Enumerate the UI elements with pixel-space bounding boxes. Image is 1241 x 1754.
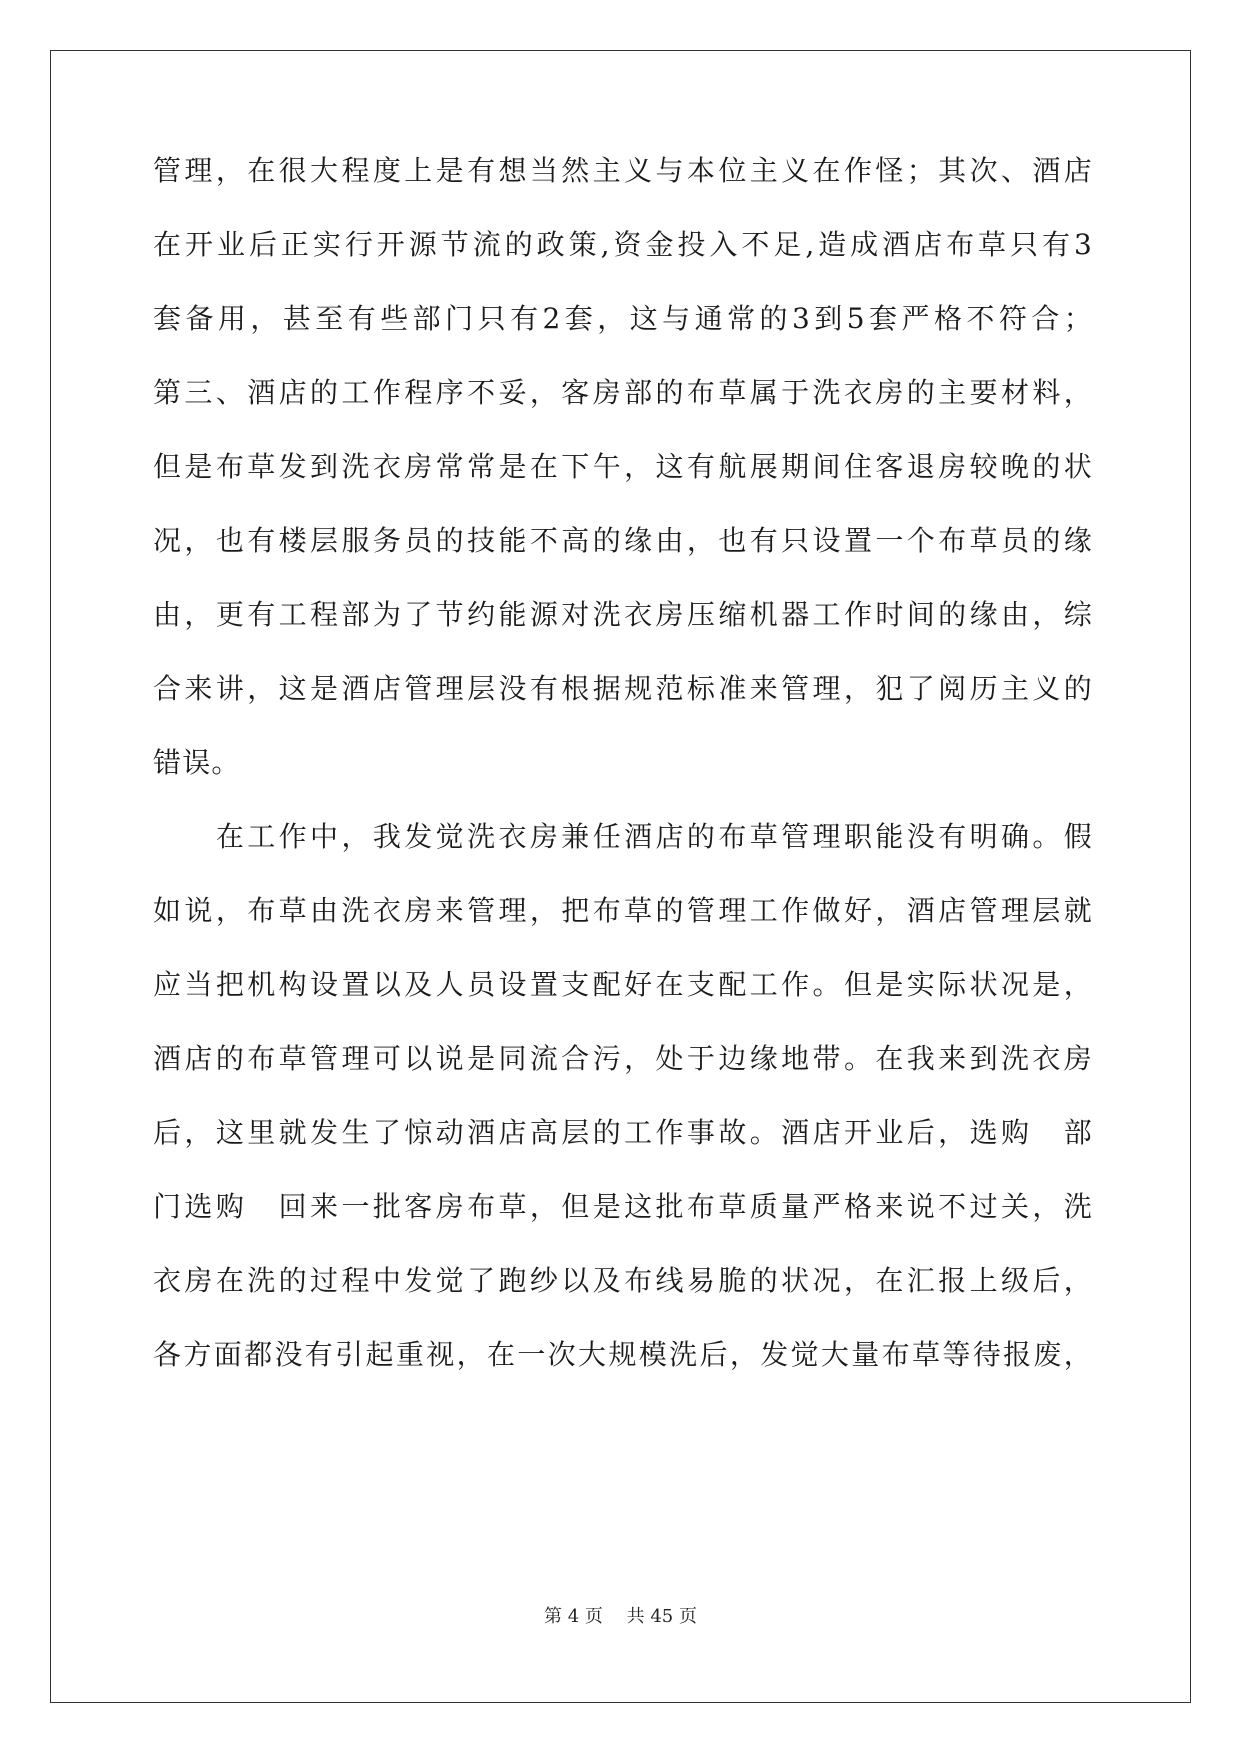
paragraph-line: 后，这里就发生了惊动酒店高层的工作事故。酒店开业后，选购 部 bbox=[153, 1116, 1093, 1149]
paragraph-line: 况，也有楼层服务员的技能不高的缘由，也有只设置一个布草员的缘 bbox=[153, 524, 1093, 557]
paragraph-line: 门选购 回来一批客房布草，但是这批布草质量严格来说不过关，洗 bbox=[153, 1190, 1093, 1223]
paragraph-line: 管理，在很大程度上是有想当然主义与本位主义在作怪；其次、酒店 bbox=[153, 154, 1093, 187]
paragraph-line: 各方面都没有引起重视，在一次大规模洗后，发觉大量布草等待报废， bbox=[153, 1338, 1093, 1371]
paragraph-line: 应当把机构设置以及人员设置支配好在支配工作。但是实际状况是， bbox=[153, 968, 1093, 1001]
page-border bbox=[50, 50, 1191, 1703]
paragraph-line: 在工作中，我发觉洗衣房兼任酒店的布草管理职能没有明确。假 bbox=[153, 820, 1093, 853]
paragraph-line: 套备用，甚至有些部门只有2套，这与通常的3到5套严格不符合； bbox=[153, 302, 1093, 335]
paragraph-line: 衣房在洗的过程中发觉了跑纱以及布线易脆的状况，在汇报上级后， bbox=[153, 1264, 1093, 1297]
paragraph-line: 错误。 bbox=[153, 746, 241, 779]
paragraph-line: 合来讲，这是酒店管理层没有根据规范标准来管理，犯了阅历主义的 bbox=[153, 672, 1093, 705]
paragraph-line: 但是布草发到洗衣房常常是在下午，这有航展期间住客退房较晚的状 bbox=[153, 450, 1093, 483]
paragraph-line: 在开业后正实行开源节流的政策,资金投入不足,造成酒店布草只有3 bbox=[153, 228, 1093, 261]
paragraph-line: 由，更有工程部为了节约能源对洗衣房压缩机器工作时间的缘由，综 bbox=[153, 598, 1093, 631]
paragraph-line: 酒店的布草管理可以说是同流合污，处于边缘地带。在我来到洗衣房 bbox=[153, 1042, 1093, 1075]
paragraph-line: 如说，布草由洗衣房来管理，把布草的管理工作做好，酒店管理层就 bbox=[153, 894, 1093, 927]
page-number-footer: 第 4 页 共 45 页 bbox=[544, 1606, 697, 1627]
paragraph-line: 第三、酒店的工作程序不妥，客房部的布草属于洗衣房的主要材料， bbox=[153, 376, 1093, 409]
